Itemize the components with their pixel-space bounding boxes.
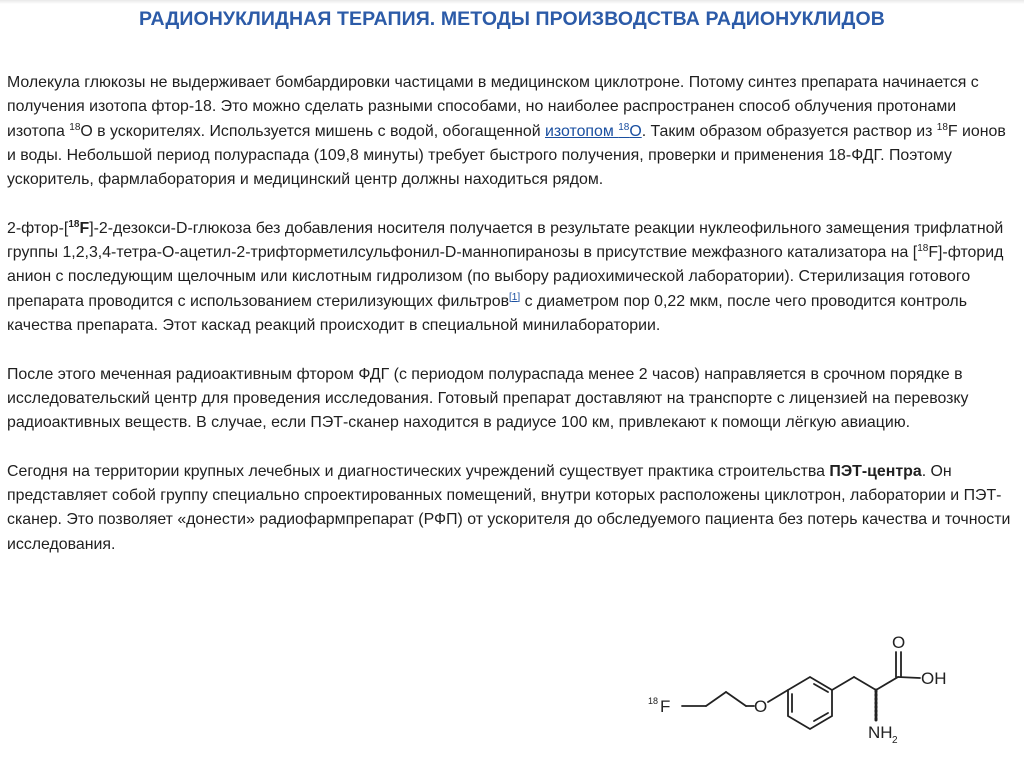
p1-sup-2: 18 [936, 121, 948, 133]
label-hydroxyl: OH [921, 669, 947, 688]
paragraph-transport: После этого меченная радиоактивным фтором ФДГ (с периодом полураспада менее 2 часов) направляется в срочном порядке в исследовательский центр для проведения исследования. Готовый препарат доставляют на транспорте с лицензией на перевозку радиоактивных веществ. В случае, если ПЭТ-сканер находится в радиусе 100 км, привлекают к помощи лёгкую авиацию. [7, 365, 969, 432]
p1-text-4: F ионов и воды. Небольшой период полураспада (109,8 минуты) требует быстрого получения, проверки и применения 18-ФДГ. Поэтому ускоритель, фармлаборатория и медицинский центр должны находиться рядом. [7, 122, 1006, 189]
label-18: 18 [648, 696, 659, 706]
p1-sup-1: 18 [69, 121, 81, 133]
p4-bold-pet-center: ПЭТ-центра [829, 462, 922, 480]
label-carbonyl-oxygen: O [892, 633, 906, 652]
p2-text-2: ]-2-дезокси-D-глюкоза без добавления носителя получается в результате реакции нуклеофильного замещения трифлатной группы 1,2,3,4-тетра-O-ацетил-2-трифторметилсульфонил-D-маннопиранозы в присутствие межфазного катализатора на [ [7, 219, 1004, 262]
p2-sup-2: 18 [917, 243, 929, 255]
footnote-link[interactable]: [1] [509, 291, 521, 303]
slide-title: РАДИОНУКЛИДНАЯ ТЕРАПИЯ. МЕТОДЫ ПРОИЗВОДСТВА РАДИОНУКЛИДОВ [139, 8, 885, 30]
paragraph-pet-center [7, 460, 1017, 557]
paragraph-synthesis [7, 217, 1017, 338]
p4-text-2: . Он представляет собой группу специально спроектированных помещений, внутри которых расположены циклотрон, лаборатории и ПЭТ-сканер. Это позволяет «донести» радиофармпрепарат (РФП) от ускорителя до обследуемого пациента без потерь качества и точности исследования. [7, 462, 1011, 553]
isotope-link[interactable] [545, 123, 642, 140]
molecule-bonds [682, 652, 920, 729]
label-amine: NH [868, 723, 893, 742]
isotope-link-sup[interactable]: 18 [618, 121, 630, 133]
label-fluorine: F [660, 697, 671, 716]
slide-body [7, 71, 1017, 581]
top-border [0, 0, 1024, 4]
isotope-link-text[interactable]: изотопом [545, 122, 619, 140]
p2-text-1: 2-фтор-[ [7, 219, 69, 237]
fet-structure-diagram [640, 622, 980, 762]
p2-bold-f: F [79, 219, 90, 237]
p1-text-2: O в ускорителях. Используется мишень с водой, обогащенной [80, 122, 546, 140]
p1-text-3: . Таким образом образуется раствор из [641, 122, 937, 140]
p2-text-4: с диаметром пор 0,22 мкм, после чего проводится контроль качества препарата. Этот каскад реакций происходит в специальной минилаборатории. [7, 292, 967, 334]
p2-text-3: F]-фторид анион с последующим щелочным или кислотным гидролизом (по выбору радиохимической лаборатории). Стерилизация готового препарата проводится с использованием стерилизующих фильтров [7, 244, 1004, 310]
label-amine-subscript: 2 [892, 735, 898, 746]
p4-text-1: Сегодня на территории крупных лечебных и диагностических учреждений существует практика строительства [7, 462, 830, 480]
isotope-link-tail[interactable]: O [629, 122, 642, 140]
p1-text-1: Молекула глюкозы не выдерживает бомбардировки частицами в медицинском циклотроне. Потому синтез препарата начинается с получения изотопа фтор-18. Это можно сделать разными способами, но наиболее распространен способ облучения протонами изотопа [7, 74, 979, 140]
paragraph-isotope-production [7, 71, 1017, 192]
p2-sup-1: 18 [68, 218, 80, 230]
label-ether-oxygen: O [754, 697, 768, 716]
